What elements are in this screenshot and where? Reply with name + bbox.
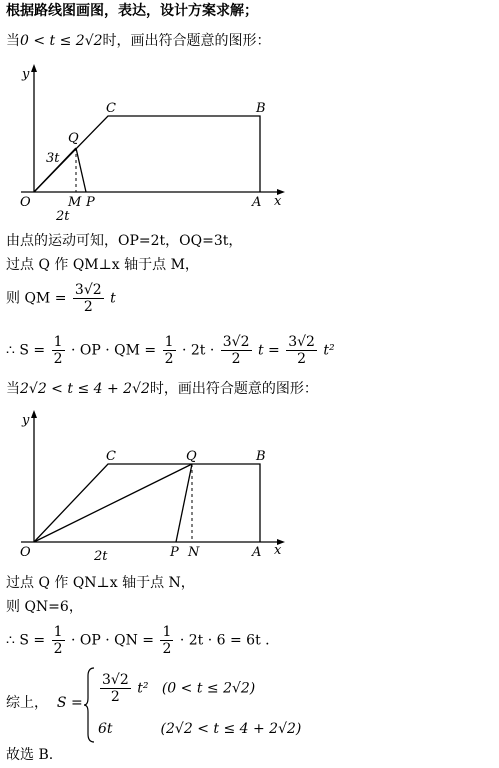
x-axis-label: x xyxy=(274,194,282,209)
point-C: C xyxy=(106,449,116,464)
brace xyxy=(83,666,95,744)
point-A: A xyxy=(252,545,262,560)
text-perpendicular-N: 过点 Q 作 QN⊥x 轴于点 N， xyxy=(6,575,195,591)
y-axis-label: y xyxy=(22,67,30,82)
summary-lead: 综上， S = xyxy=(6,695,83,711)
case2-text: 当2√2 < t ≤ 4 + 2√2时，画出符合题意的图形： xyxy=(6,381,318,397)
case1-text: 当0 < t ≤ 2√2时，画出符合题意的图形： xyxy=(6,33,271,49)
point-P: P xyxy=(170,545,179,560)
formula-area-2: ∴ S = $\frac{1}{2}$ · OP · QN = $\frac{1}{2}$ · 2t · 6 = 6t . xyxy=(6,624,270,657)
point-C: C xyxy=(106,101,116,116)
point-Q: Q xyxy=(68,131,79,146)
heading: 根据路线图画图，表达，设计方案求解； xyxy=(6,3,258,19)
label-3t: 3t xyxy=(46,151,60,166)
label-2t: 2t xyxy=(94,549,108,564)
figure-2 xyxy=(6,408,306,568)
text-motion: 由点的运动可知，OP=2t，OQ=3t， xyxy=(6,233,243,249)
point-N: N xyxy=(188,545,200,560)
point-M: M xyxy=(68,195,82,210)
answer: 故选 B. xyxy=(6,747,54,763)
point-P: P xyxy=(86,195,95,210)
figure-1 xyxy=(6,60,306,225)
formula-QM: 则 QM = $\frac{3√2}{2}$ t xyxy=(6,282,116,315)
point-B: B xyxy=(256,101,266,116)
point-A: A xyxy=(252,195,262,210)
point-O: O xyxy=(20,195,31,210)
formula-area-1: ∴ S = $\frac{1}{2}$ · OP · QM = $\frac{1}{2}$ · 2t · $\frac{3√2}{2}$ t = $\frac{3√2}{2}$ t² xyxy=(6,334,335,367)
case2-condition: 2√2 < t ≤ 4 + 2√2 xyxy=(20,381,150,397)
case1-condition: 0 < t ≤ 2√2 xyxy=(20,33,103,49)
text-QN: 则 QN=6， xyxy=(6,599,83,615)
summary-row-2: 6t (2√2 < t ≤ 4 + 2√2) xyxy=(98,721,302,737)
label-2t: 2t xyxy=(56,209,70,224)
point-B: B xyxy=(256,449,266,464)
y-axis-label: y xyxy=(22,413,30,428)
point-O: O xyxy=(20,545,31,560)
text-perpendicular-M: 过点 Q 作 QM⊥x 轴于点 M， xyxy=(6,257,199,273)
summary-row-1: $\frac{3√2}{2}$ t² (0 < t ≤ 2√2) xyxy=(102,672,256,705)
point-Q: Q xyxy=(186,449,197,464)
x-axis-label: x xyxy=(274,543,282,558)
